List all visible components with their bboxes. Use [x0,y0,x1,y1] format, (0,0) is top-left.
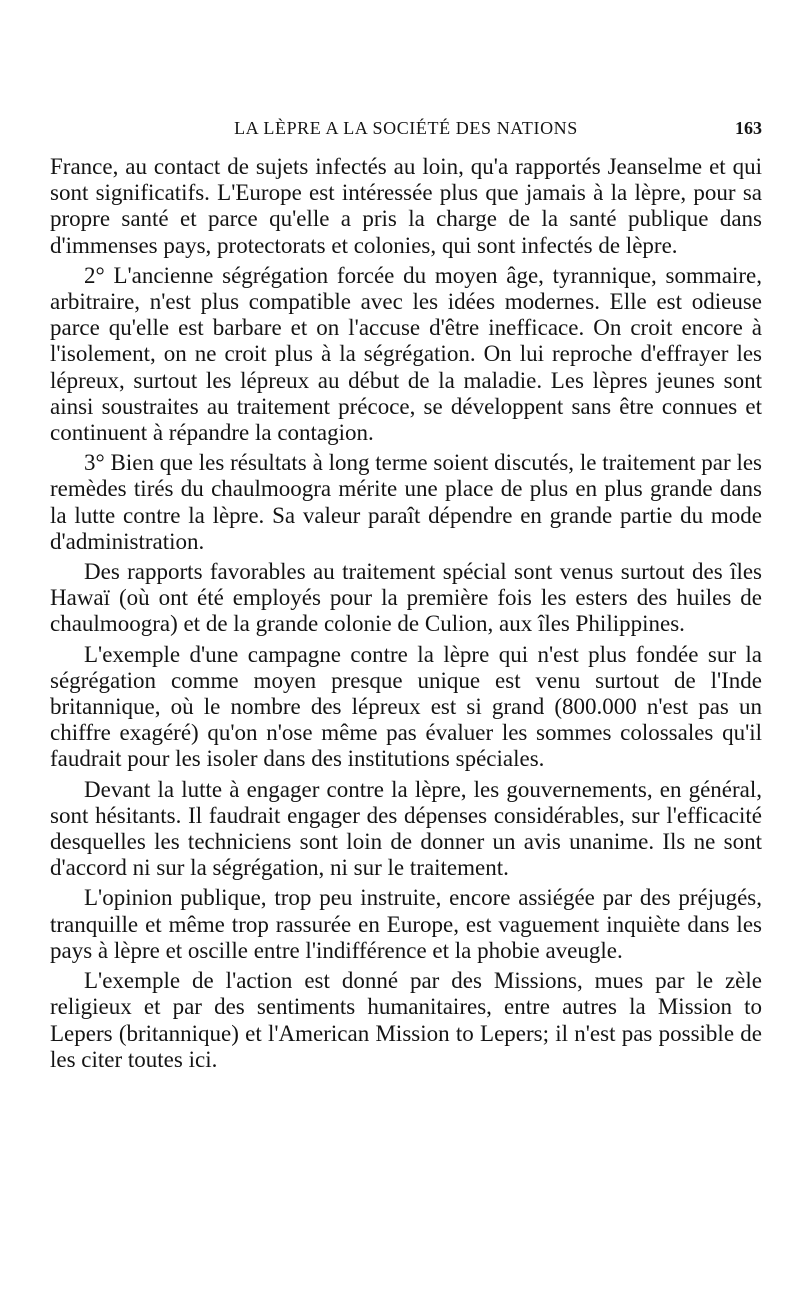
paragraph-favorable-reports: Des rapports favorables au traitement spécial sont venus surtout des îles Hawaï (où ont été employés pour la première fois les esters des huiles de chaulmoogra) et de la grande colonie de Culion, aux îles Philippines. [50,559,762,637]
paragraph-continued: France, au contact de sujets infectés au loin, qu'a rapportés Jeanselme et qui sont significatifs. L'Europe est intéressée plus que jamais à la lèpre, pour sa propre santé et parce qu'elle a pris la charge de la santé publique dans d'immenses pays, protectorats et colonies, qui sont infectés de lèpre. [50,154,762,258]
running-title: LA LÈPRE A LA SOCIÉTÉ DES NATIONS [234,118,578,138]
body-text [50,154,762,1077]
page-header [50,116,762,144]
paragraph-point-2: 2° L'ancienne ségrégation forcée du moyen âge, tyrannique, sommaire, arbitraire, n'est plus compatible avec les idées modernes. Elle est odieuse parce qu'elle est barbare et on l'accuse d'être inefficace. On croit encore à l'isolement, on ne croit plus à la ségrégation. On lui reproche d'effrayer les lépreux, surtout les lépreux au début de la maladie. Les lèpres jeunes sont ainsi soustraites au traitement précoce, se développent sans être connues et continuent à répandre la contagion. [50,262,762,446]
paragraph-india-example: L'exemple d'une campagne contre la lèpre qui n'est plus fondée sur la ségrégation comme moyen presque unique est venu surtout de l'Inde britannique, où le nombre des lépreux est si grand (800.000 n'est pas un chiffre exagéré) qu'on n'ose même pas évaluer les sommes colossales qu'il faudrait pour les isoler dans des institutions spéciales. [50,641,762,772]
page-number: 163 [735,118,762,138]
paragraph-public-opinion: L'opinion publique, trop peu instruite, encore assiégée par des préjugés, tranquille et même trop rassurée en Europe, est vaguement inquiète dans les pays à lèpre et oscille entre l'indifférence et la phobie aveugle. [50,885,762,963]
paragraph-point-3: 3° Bien que les résultats à long terme soient discutés, le traitement par les remèdes tirés du chaulmoogra mérite une place de plus en plus grande dans la lutte contre la lèpre. Sa valeur paraît dépendre en grande partie du mode d'administration. [50,450,762,554]
paragraph-governments: Devant la lutte à engager contre la lèpre, les gouvernements, en général, sont hésitants. Il faudrait engager des dépenses considérables, sur l'efficacité desquelles les techniciens sont loin de donner un avis unanime. Ils ne sont d'accord ni sur la ségrégation, ni sur le traitement. [50,776,762,881]
paragraph-missions: L'exemple de l'action est donné par des Missions, mues par le zèle religieux et par des sentiments humanitaires, entre autres la Mission to Lepers (britannique) et l'American Mission to Lepers; il n'est pas possible de les citer toutes ici. [50,968,762,1072]
